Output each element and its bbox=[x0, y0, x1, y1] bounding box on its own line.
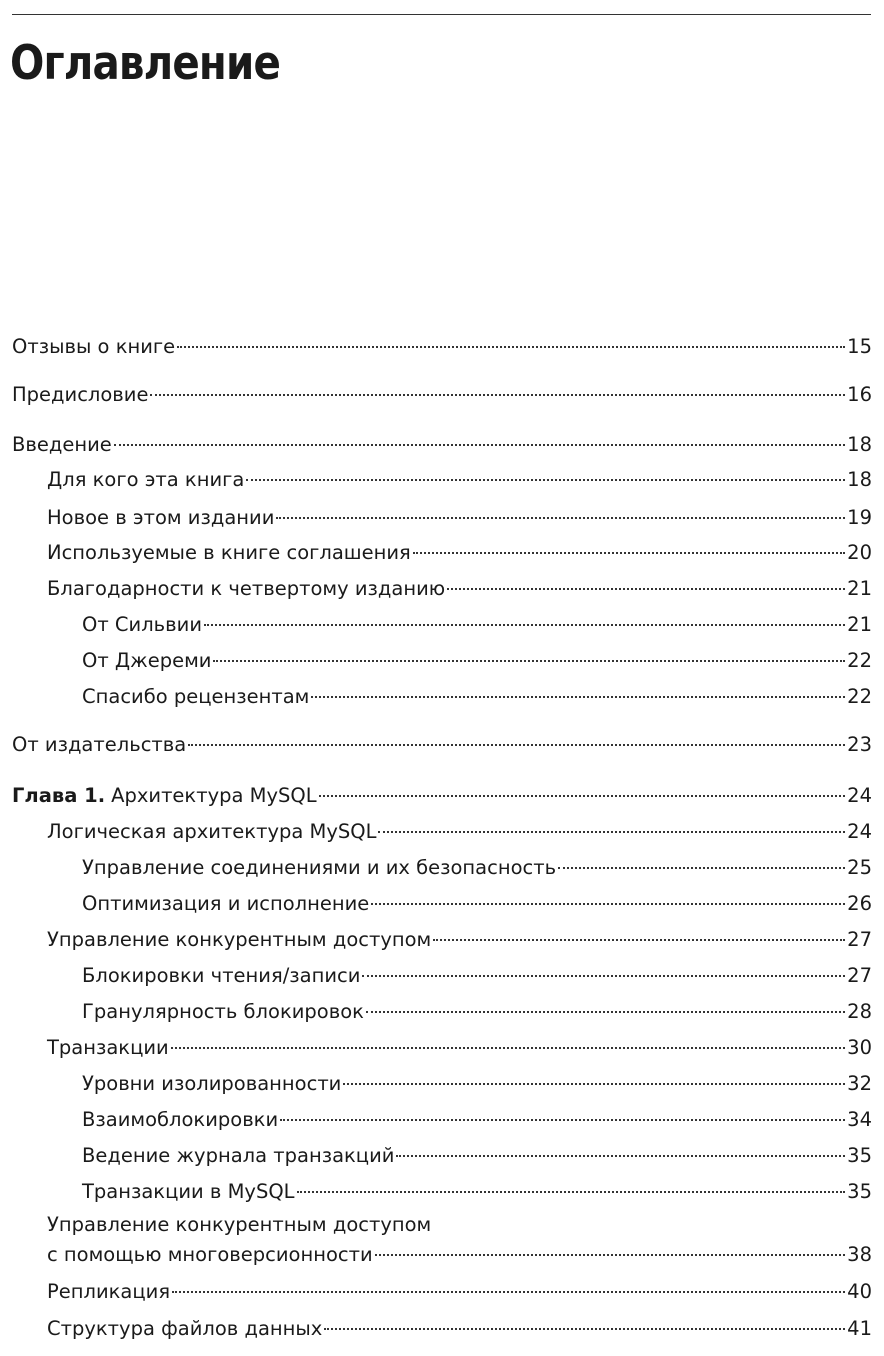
toc-page-number: 24 bbox=[847, 820, 872, 843]
toc-entry-title: Логическая архитектура MySQL bbox=[47, 820, 377, 843]
dot-leader bbox=[172, 1291, 845, 1293]
toc-entry-audience[interactable] bbox=[47, 465, 872, 495]
toc-entry-isolation-levels[interactable] bbox=[82, 1069, 872, 1099]
toc-entry-title: Новое в этом издании bbox=[47, 506, 275, 529]
dot-leader bbox=[114, 444, 845, 446]
toc-entry-title: Репликация bbox=[47, 1280, 171, 1303]
dot-leader bbox=[343, 1083, 845, 1085]
toc-entry-title: Блокировки чтения/записи bbox=[82, 964, 361, 987]
dot-leader bbox=[150, 394, 845, 396]
toc-entry-from-silvia[interactable] bbox=[82, 610, 872, 640]
toc-entry-title: Взаимоблокировки bbox=[82, 1108, 279, 1131]
dot-leader bbox=[319, 795, 846, 797]
dot-leader bbox=[396, 1155, 845, 1157]
dot-leader bbox=[280, 1119, 845, 1121]
toc-entry-title: Уровни изолированности bbox=[82, 1072, 342, 1095]
dot-leader bbox=[297, 1191, 846, 1193]
toc-page-number: 16 bbox=[847, 383, 872, 406]
toc-entry-mvcc[interactable] bbox=[47, 1210, 872, 1270]
toc-entry-title-line1: Управление конкурентным доступом bbox=[47, 1213, 432, 1236]
toc-entry-title: Транзакции в MySQL bbox=[82, 1180, 295, 1203]
toc-page-number: 27 bbox=[847, 928, 872, 951]
toc-entry-whats-new[interactable] bbox=[47, 503, 872, 533]
chapter-number: Глава 1. bbox=[12, 784, 106, 807]
toc-entry-title: Оптимизация и исполнение bbox=[82, 892, 370, 915]
toc-entry-title: Гранулярность блокировок bbox=[82, 1000, 364, 1023]
toc-entry-title: Предисловие bbox=[12, 383, 149, 406]
toc-entry-deadlocks[interactable] bbox=[82, 1105, 872, 1135]
toc-entry-title: От Джереми bbox=[82, 649, 212, 672]
toc-page-number: 25 bbox=[847, 856, 872, 879]
toc-page-number: 19 bbox=[847, 506, 872, 529]
toc-page-number: 27 bbox=[847, 964, 872, 987]
toc-page-number: 35 bbox=[847, 1180, 872, 1203]
toc-entry-connection-management[interactable] bbox=[82, 853, 872, 883]
toc-page-number: 18 bbox=[847, 433, 872, 456]
toc-entry-title: Отзывы о книге bbox=[12, 335, 176, 358]
toc-entry-title: Для кого эта книга bbox=[47, 468, 245, 491]
dot-leader bbox=[413, 552, 845, 554]
toc-entry-title: с помощью многоверсионности bbox=[47, 1243, 373, 1266]
toc-entry-title: Спасибо рецензентам bbox=[82, 685, 310, 708]
dot-leader bbox=[324, 1328, 845, 1330]
toc-entry-transaction-logging[interactable] bbox=[82, 1141, 872, 1171]
toc-entry-title: От издательства bbox=[12, 733, 187, 756]
toc-entry-acknowledgements[interactable] bbox=[47, 574, 872, 604]
toc-page-number: 20 bbox=[847, 541, 872, 564]
toc-page-number: 30 bbox=[847, 1036, 872, 1059]
toc-page-number: 26 bbox=[847, 892, 872, 915]
toc-page-number: 21 bbox=[847, 613, 872, 636]
toc-page-number: 34 bbox=[847, 1108, 872, 1131]
toc-entry-transactions[interactable] bbox=[47, 1033, 872, 1063]
dot-leader bbox=[362, 975, 845, 977]
toc-entry-title: Ведение журнала транзакций bbox=[82, 1144, 395, 1167]
toc-page-number: 15 bbox=[847, 335, 872, 358]
toc-entry-title: Управление конкурентным доступом bbox=[47, 928, 432, 951]
toc-entry-reviews[interactable] bbox=[12, 332, 872, 362]
toc-entry-introduction[interactable] bbox=[12, 430, 872, 460]
toc-page-number: 22 bbox=[847, 649, 872, 672]
toc-entry-optimization[interactable] bbox=[82, 889, 872, 919]
dot-leader bbox=[276, 517, 845, 519]
toc-entry-replication[interactable] bbox=[47, 1277, 872, 1307]
toc-page-number: 21 bbox=[847, 577, 872, 600]
toc-entry-logical-architecture[interactable] bbox=[47, 817, 872, 847]
toc-page-number: 24 bbox=[847, 784, 872, 807]
toc-entry-title: Структура файлов данных bbox=[47, 1317, 323, 1340]
toc-entry-chapter-1[interactable] bbox=[12, 781, 872, 811]
toc-page-number: 35 bbox=[847, 1144, 872, 1167]
dot-leader bbox=[378, 831, 845, 833]
toc-entry-read-write-locks[interactable] bbox=[82, 961, 872, 991]
toc-page-number: 23 bbox=[847, 733, 872, 756]
toc-entry-title: Транзакции bbox=[47, 1036, 169, 1059]
dot-leader bbox=[447, 588, 845, 590]
toc-entry-title: Управление соединениями и их безопасность bbox=[82, 856, 557, 879]
toc-entry-conventions[interactable] bbox=[47, 538, 872, 568]
toc-entry-transactions-in-mysql[interactable] bbox=[82, 1177, 872, 1207]
toc-entry-title: Введение bbox=[12, 433, 112, 456]
dot-leader bbox=[433, 939, 845, 941]
toc-page-number: 41 bbox=[847, 1317, 872, 1340]
toc-page-number: 40 bbox=[847, 1280, 872, 1303]
toc-entry-title: От Сильвии bbox=[82, 613, 202, 636]
toc-page-number: 22 bbox=[847, 685, 872, 708]
toc-entry-from-publisher[interactable] bbox=[12, 730, 872, 760]
toc-entry-title: Благодарности к четвертому изданию bbox=[47, 577, 446, 600]
dot-leader bbox=[188, 744, 845, 746]
toc-entry-title: Используемые в книге соглашения bbox=[47, 541, 411, 564]
page-title: Оглавление bbox=[10, 36, 281, 91]
dot-leader bbox=[177, 346, 845, 348]
toc-entry-data-file-structure[interactable] bbox=[47, 1314, 872, 1344]
toc-page-number: 32 bbox=[847, 1072, 872, 1095]
toc-page-number: 28 bbox=[847, 1000, 872, 1023]
toc-page-number: 38 bbox=[847, 1243, 872, 1266]
dot-leader bbox=[375, 1254, 846, 1256]
toc-page-number: 18 bbox=[847, 468, 872, 491]
dot-leader bbox=[204, 624, 845, 626]
dot-leader bbox=[366, 1011, 845, 1013]
dot-leader bbox=[171, 1047, 845, 1049]
dot-leader bbox=[371, 903, 845, 905]
dot-leader bbox=[311, 696, 845, 698]
toc-entry-from-jeremy[interactable] bbox=[82, 646, 872, 676]
toc-entry-concurrency-control[interactable] bbox=[47, 925, 872, 955]
toc-entry-lock-granularity[interactable] bbox=[82, 997, 872, 1027]
dot-leader bbox=[558, 867, 845, 869]
dot-leader bbox=[213, 660, 845, 662]
toc-entry-preface[interactable] bbox=[12, 380, 872, 410]
toc-entry-reviewers-thanks[interactable] bbox=[82, 682, 872, 712]
dot-leader bbox=[246, 479, 845, 481]
toc-entry-title: Архитектура MySQL bbox=[111, 784, 317, 807]
